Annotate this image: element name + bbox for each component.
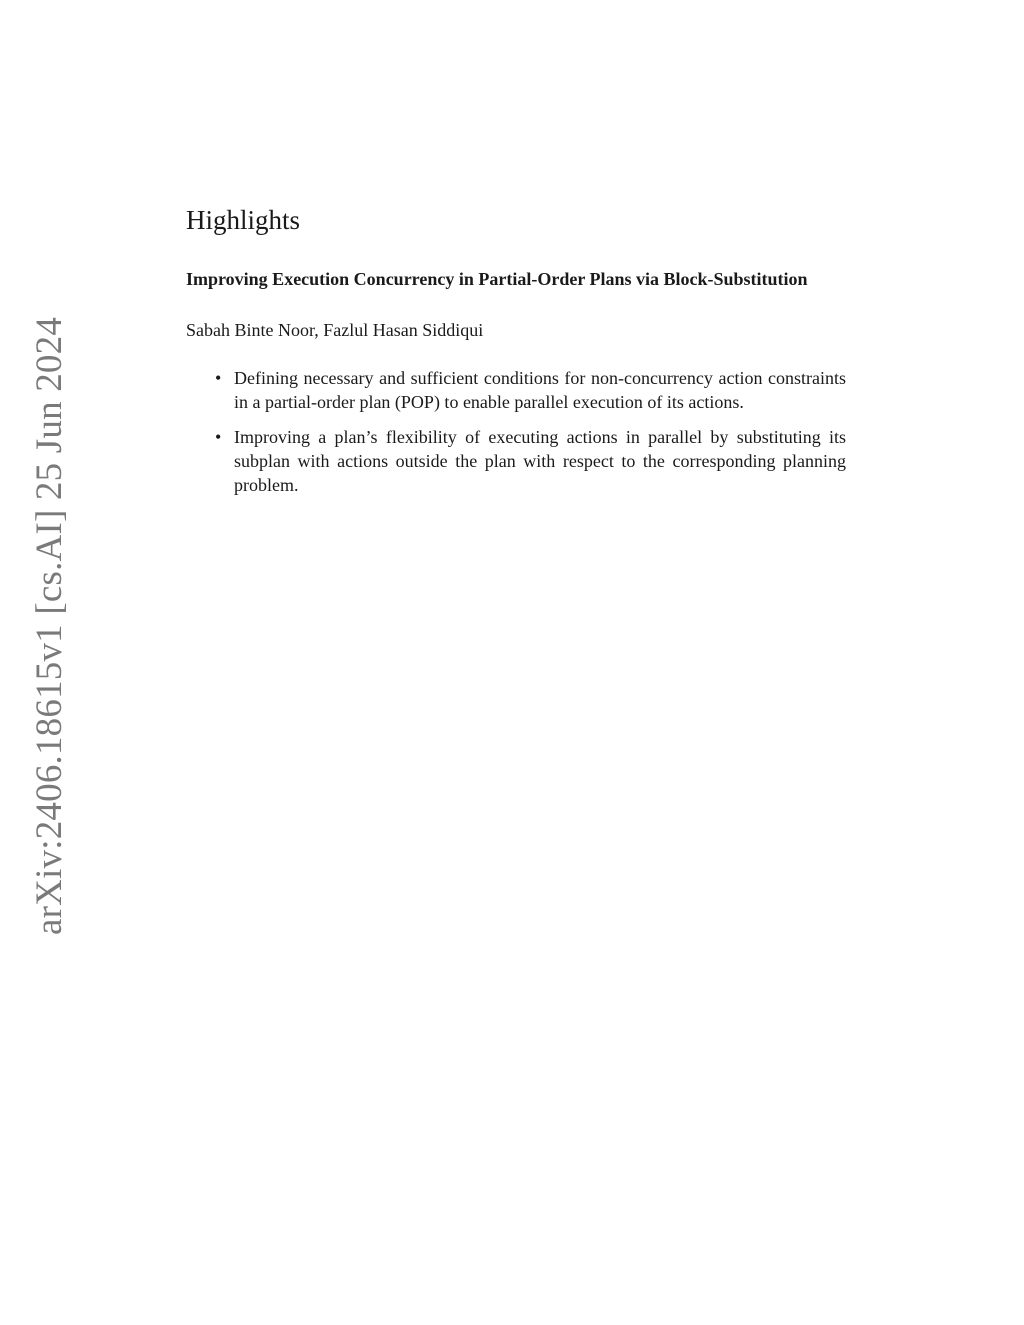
bullet-icon: •	[215, 368, 222, 388]
highlight-text: Defining necessary and sufficient conditions for non-concurrency action constraints in a partial-order plan (POP) to enable parallel execution of its actions.	[234, 368, 846, 412]
highlight-item	[186, 366, 846, 414]
highlight-item	[186, 425, 846, 497]
highlights-page	[186, 203, 846, 508]
highlight-text: Improving a plan’s flexibility of executing actions in parallel by substituting its subplan with actions outside the plan with respect to the corresponding planning problem.	[234, 427, 846, 495]
author-list: Sabah Binte Noor, Fazlul Hasan Siddiqui	[186, 320, 484, 340]
arxiv-identifier: arXiv:2406.18615v1 [cs.AI] 25 Jun 2024	[29, 316, 70, 935]
highlights-list	[186, 366, 846, 497]
highlights-heading: Highlights	[186, 205, 301, 235]
paper-title: Improving Execution Concurrency in Partial-Order Plans via Block-Substitution	[186, 269, 808, 289]
bullet-icon: •	[215, 427, 222, 447]
